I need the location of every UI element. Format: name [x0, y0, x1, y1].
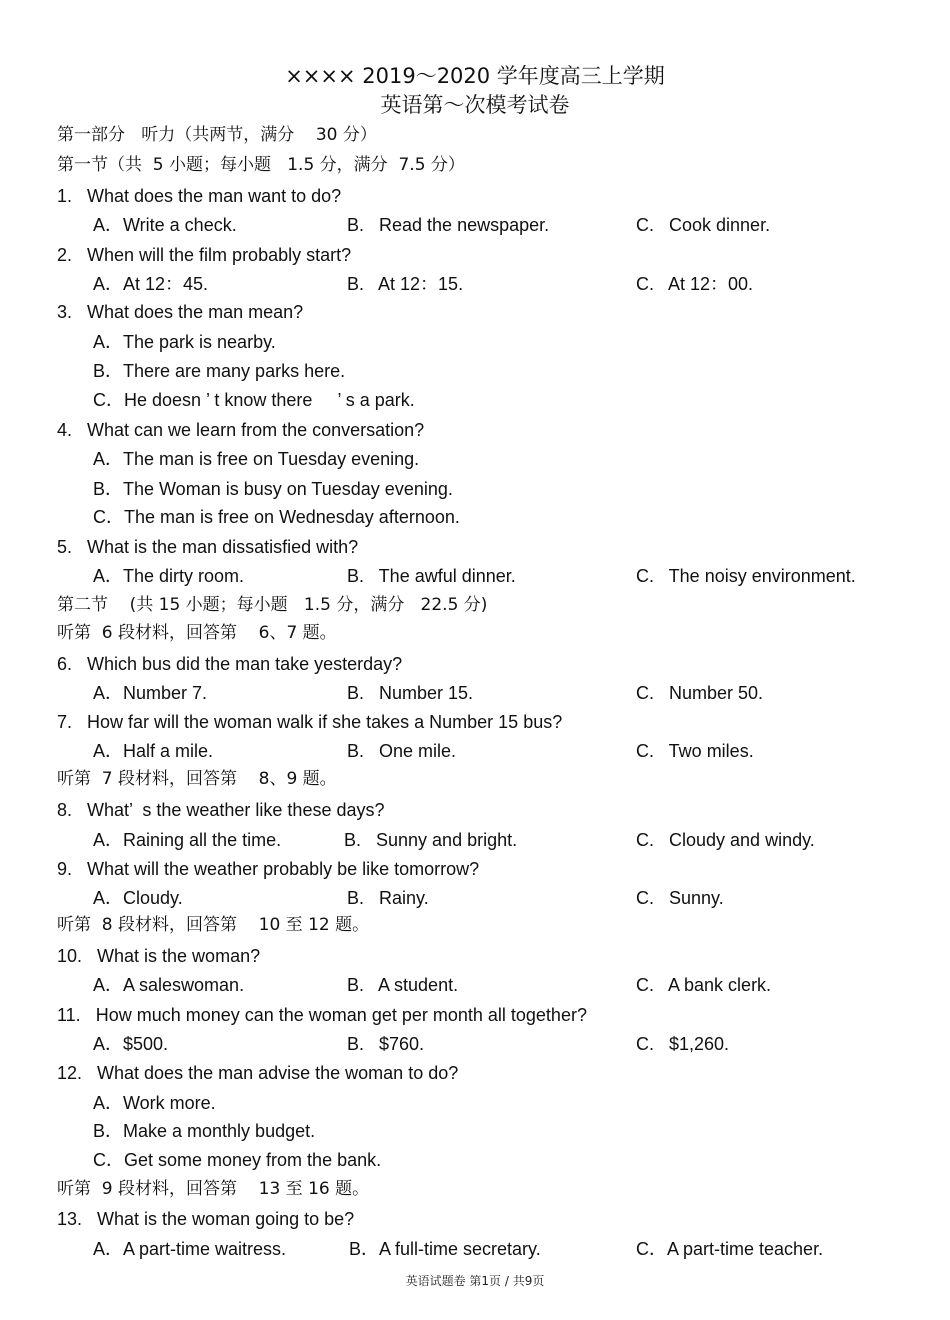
- question-9: 9. What will the weather probably be like tomorrow?: [57, 859, 480, 879]
- material-instruction: 听第 7 段材料，回答第 8、9 题。: [57, 769, 337, 789]
- option-1c: C. Cook dinner.: [636, 215, 771, 235]
- option-4a: A．The man is free on Tuesday evening.: [93, 449, 420, 469]
- option-3b: B．There are many parks here.: [93, 361, 346, 381]
- question-7: 7. How far will the woman walk if she takes a Number 15 bus?: [57, 712, 563, 732]
- option-2c: C. At 12：00.: [636, 274, 754, 294]
- material-instruction: 听第 6 段材料，回答第 6、7 题。: [57, 623, 337, 643]
- option-6b: B. Number 15.: [347, 683, 474, 703]
- question-10: 10. What is the woman?: [57, 946, 261, 966]
- question-11: 11. How much money can the woman get per month all together?: [57, 1005, 587, 1025]
- option-1b: B. Read the newspaper.: [347, 215, 550, 235]
- option-4b: B．The Woman is busy on Tuesday evening.: [93, 479, 453, 499]
- option-12a: A．Work more.: [93, 1093, 216, 1113]
- option-5a: A．The dirty room.: [93, 566, 245, 586]
- option-7b: B. One mile.: [347, 741, 457, 761]
- question-3: 3. What does the man mean?: [57, 302, 304, 322]
- exam-title-line1: ×××× 2019～2020 学年度高三上学期: [285, 64, 665, 88]
- option-1a: A．Write a check.: [93, 215, 237, 235]
- option-9b: B. Rainy.: [347, 888, 429, 908]
- option-11c: C. $1,260.: [636, 1034, 730, 1054]
- option-5c: C. The noisy environment.: [636, 566, 856, 586]
- question-12: 12. What does the man advise the woman to do?: [57, 1063, 459, 1083]
- question-8: 8. What’ s the weather like these days?: [57, 800, 385, 820]
- option-13c: C．A part-time teacher.: [636, 1239, 824, 1259]
- option-11a: A．$500.: [93, 1034, 169, 1054]
- exam-title-line2: 英语第～次模考试卷: [380, 93, 570, 117]
- option-8a: A．Raining all the time.: [93, 830, 282, 850]
- section-heading: 第一节（共 5 小题；每小题 1.5 分，满分 7.5 分）: [57, 155, 465, 175]
- material-instruction: 听第 8 段材料，回答第 10 至 12 题。: [57, 915, 370, 935]
- option-13b: B．A full-time secretary.: [349, 1239, 541, 1259]
- option-8b: B. Sunny and bright.: [344, 830, 518, 850]
- question-13: 13. What is the woman going to be?: [57, 1209, 355, 1229]
- option-10b: B. A student.: [347, 975, 459, 995]
- option-7c: C. Two miles.: [636, 741, 754, 761]
- material-instruction: 听第 9 段材料，回答第 13 至 16 题。: [57, 1179, 370, 1199]
- option-4c: C．The man is free on Wednesday afternoon.: [93, 507, 460, 527]
- option-10a: A．A saleswoman.: [93, 975, 245, 995]
- option-2a: A．At 12：45.: [93, 274, 209, 294]
- option-12c: C．Get some money from the bank.: [93, 1150, 382, 1170]
- option-11b: B. $760.: [347, 1034, 425, 1054]
- option-3a: A．The park is nearby.: [93, 332, 276, 352]
- section-heading: 第二节 (共 15 小题；每小题 1.5 分，满分 22.5 分): [57, 595, 488, 615]
- option-9c: C. Sunny.: [636, 888, 724, 908]
- option-9a: A．Cloudy.: [93, 888, 183, 908]
- option-3c: C．He doesn ’ t know there ’ s a park.: [93, 390, 415, 410]
- option-6a: A．Number 7.: [93, 683, 208, 703]
- part-heading: 第一部分 听力（共两节，满分 30 分）: [57, 125, 377, 145]
- question-4: 4. What can we learn from the conversation?: [57, 420, 425, 440]
- option-10c: C. A bank clerk.: [636, 975, 772, 995]
- option-7a: A．Half a mile.: [93, 741, 214, 761]
- option-8c: C. Cloudy and windy.: [636, 830, 815, 850]
- option-5b: B. The awful dinner.: [347, 566, 516, 586]
- option-6c: C. Number 50.: [636, 683, 764, 703]
- option-12b: B．Make a monthly budget.: [93, 1121, 316, 1141]
- option-2b: B. At 12：15.: [347, 274, 464, 294]
- question-2: 2. When will the film probably start?: [57, 245, 352, 265]
- option-13a: A．A part-time waitress.: [93, 1239, 287, 1259]
- page-footer: 英语试题卷 第1页 / 共9页: [405, 1274, 545, 1288]
- question-6: 6. Which bus did the man take yesterday?: [57, 654, 403, 674]
- question-1: 1. What does the man want to do?: [57, 186, 342, 206]
- question-5: 5. What is the man dissatisfied with?: [57, 537, 359, 557]
